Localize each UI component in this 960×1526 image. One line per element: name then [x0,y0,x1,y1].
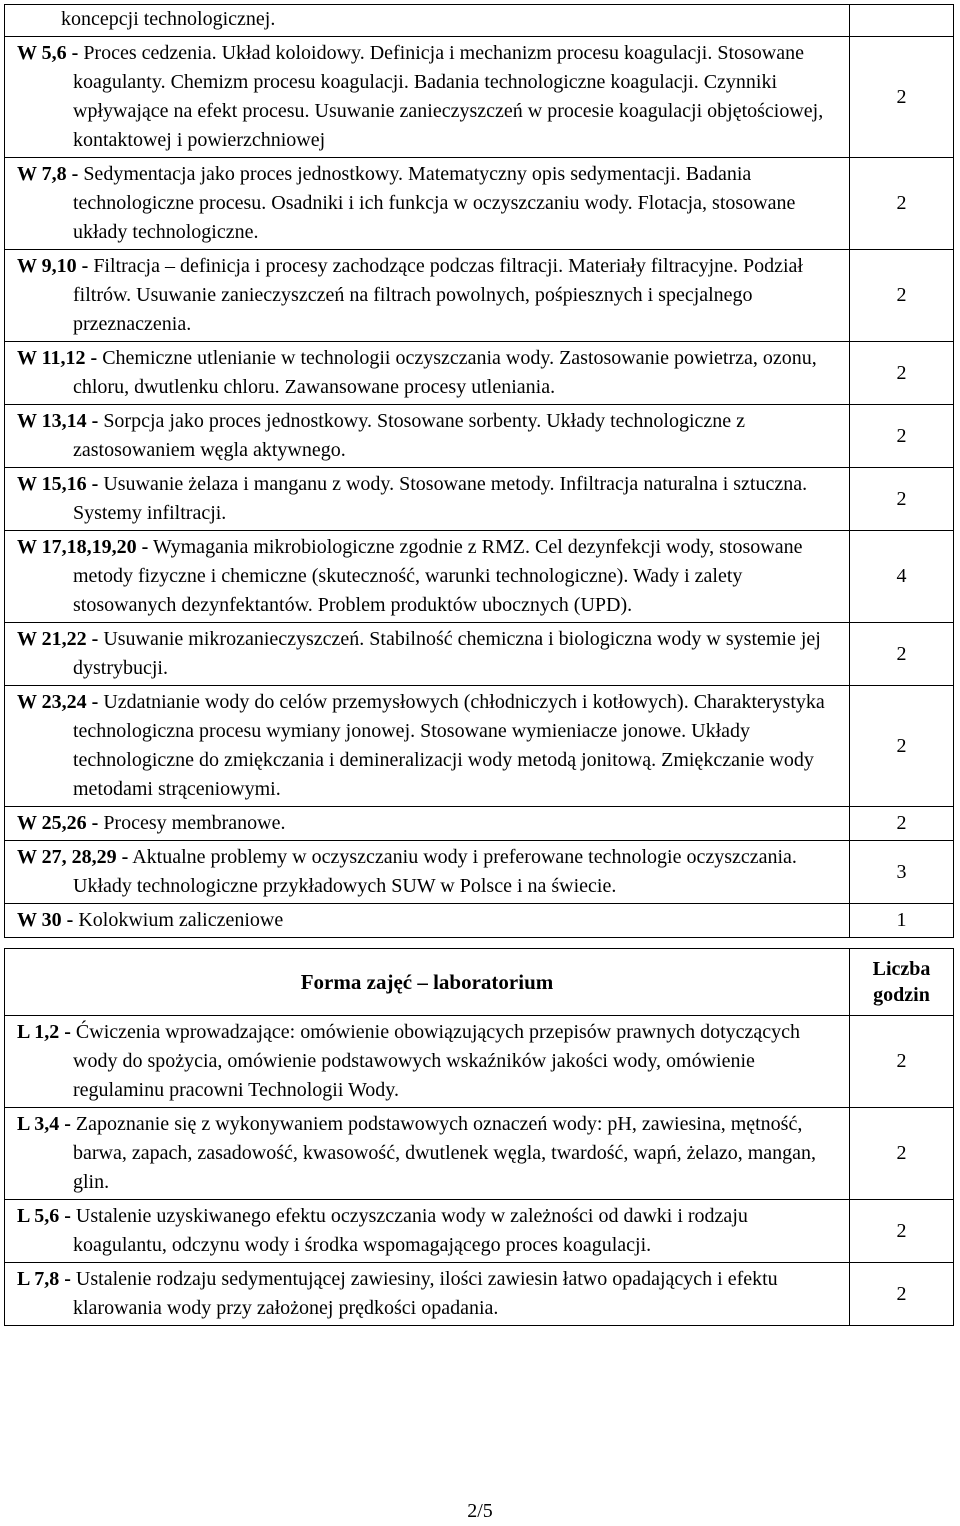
lecture-text: Procesy membranowe. [103,812,286,834]
table-row [5,841,954,904]
table-header-row [5,949,954,1016]
lecture-cell [5,904,850,938]
lecture-text: Chemiczne utlenianie w technologii oczyszczania wody. Zastosowanie powietrza, ozonu, chloru, dwutlenku chloru. Zawansowane procesy utleniania. [73,347,817,398]
lab-code: L 5,6 - [17,1205,71,1227]
lecture-cell [5,686,850,807]
hours-cell [850,5,954,37]
hours-cell: 2 [850,623,954,686]
lecture-cell [5,841,850,904]
lecture-code: W 11,12 - [17,347,98,369]
table-row [5,37,954,158]
lecture-cell [5,405,850,468]
lecture-cell [5,623,850,686]
table-gap [5,938,954,949]
lecture-code: W 7,8 - [17,163,79,185]
lecture-code: W 25,26 - [17,812,99,834]
lecture-text: Usuwanie żelaza i manganu z wody. Stosowane metody. Infiltracja naturalna i sztuczna. Systemy infiltracji. [73,473,808,524]
lab-cell [5,1016,850,1108]
lecture-text: Wymagania mikrobiologiczne zgodnie z RMZ. Cel dezynfekcji wody, stosowane metody fizyczne i chemiczne (skuteczność, warunki technologiczne). Wady i zalety stosowanych dezynfektantów. Problem produktów ubocznych (UPD). [73,536,803,616]
lecture-text: Sedymentacja jako proces jednostkowy. Matematyczny opis sedymentacji. Badania technologiczne procesu. Osadniki i ich funkcja w oczyszczaniu wody. Flotacja, stosowane układy technologiczne. [73,163,796,243]
hours-cell: 3 [850,841,954,904]
hours-cell: 2 [850,1108,954,1200]
lecture-cell [5,5,850,37]
lecture-code: W 23,24 - [17,691,99,713]
lab-code: L 3,4 - [17,1113,71,1135]
table-row [5,5,954,37]
lab-form-title: Forma zajęć – laboratorium [300,969,554,994]
hours-cell: 2 [850,1200,954,1263]
lecture-cell [5,342,850,405]
table-row [5,686,954,807]
lab-text: Ćwiczenia wprowadzające: omówienie obowiązujących przepisów prawnych dotyczących wody do spożycia, omówienie podstawowych wskaźników jakości wody, omówienie regulaminu pracowni Technologii Wody. [73,1021,801,1101]
lecture-text: Uzdatnianie wody do celów przemysłowych (chłodniczych i kotłowych). Charakterystyka technologiczna procesu wymiany jonowej. Stosowane wymieniacze jonowe. Układy technologiczne do zmiękczania i demineralizacji wody metodą jonitową. Zmiękczanie wody metodami strąceniowymi. [73,691,825,800]
table-row [5,904,954,938]
lecture-cell [5,468,850,531]
hours-cell: 2 [850,1016,954,1108]
table-row [5,342,954,405]
lecture-code: W 27, 28,29 - [17,846,129,868]
lab-cell [5,1200,850,1263]
table-row [5,1263,954,1326]
hours-cell: 2 [850,1263,954,1326]
lecture-code: W 13,14 - [17,410,99,432]
hours-cell: 2 [850,807,954,841]
lecture-code: W 5,6 - [17,42,79,64]
table-row [5,623,954,686]
lecture-cell [5,158,850,250]
lab-code: L 1,2 - [17,1021,71,1043]
lecture-code: W 21,22 - [17,628,99,650]
page-number: 2/5 [467,1500,493,1522]
lab-text: Ustalenie uzyskiwanego efektu oczyszczania wody w zależności od dawki i rodzaju koagulantu, odczynu wody i środka wspomagającego proces koagulacji. [73,1205,748,1256]
lecture-text: koncepcji technologicznej. [61,8,276,30]
table-row [5,531,954,623]
table-row [5,807,954,841]
lecture-text: Proces cedzenia. Układ koloidowy. Definicja i mechanizm procesu koagulacji. Stosowane koagulanty. Chemizm procesu koagulacji. Badania technologiczne koagulacji. Czynniki wpływające na efekt procesu. Usuwanie zanieczyszczeń w procesie koagulacji objętościowej, kontaktowej i powierzchniowej [73,42,824,151]
hours-cell: 1 [850,904,954,938]
table-row [5,1016,954,1108]
hours-header-line-2: godzin [873,984,930,1006]
lab-text: Zapoznanie się z wykonywaniem podstawowych oznaczeń wody: pH, zawiesina, mętność, barwa, zapach, zasadowość, kwasowość, dwutlenek węgla, twardość, wapń, żelazo, mangan, glin. [73,1113,817,1193]
hours-cell: 2 [850,37,954,158]
table-row [5,158,954,250]
hours-cell: 2 [850,405,954,468]
lecture-text: Sorpcja jako proces jednostkowy. Stosowane sorbenty. Układy technologiczne z zastosowaniem węgla aktywnego. [73,410,746,461]
lecture-cell [5,250,850,342]
lecture-code: W 30 - [17,909,74,931]
hours-header-line-1: Liczba [872,958,931,980]
table-row [5,405,954,468]
lecture-text: Filtracja – definicja i procesy zachodzące podczas filtracji. Materiały filtracyjne. Podział filtrów. Usuwanie zanieczyszczeń na filtrach powolnych, pośpiesznych i specjalnego przeznaczenia. [73,255,803,335]
lecture-code: W 15,16 - [17,473,99,495]
lecture-cell [5,531,850,623]
hours-cell: 4 [850,531,954,623]
table-row [5,1108,954,1200]
hours-cell: 2 [850,342,954,405]
hours-cell: 2 [850,686,954,807]
syllabus-table [4,4,954,1326]
hours-cell: 2 [850,158,954,250]
lab-cell [5,1263,850,1326]
lecture-cell [5,807,850,841]
lecture-code: W 9,10 - [17,255,89,277]
hours-cell: 2 [850,250,954,342]
lab-cell [5,1108,850,1200]
table-row [5,1200,954,1263]
lecture-text: Usuwanie mikrozanieczyszczeń. Stabilność chemiczna i biologiczna wody w systemie jej dystrybucji. [73,628,821,679]
lecture-cell [5,37,850,158]
lab-form-header [5,949,850,1016]
lecture-text: Kolokwium zaliczeniowe [78,909,284,931]
table-row [5,250,954,342]
hours-cell: 2 [850,468,954,531]
lab-text: Ustalenie rodzaju sedymentującej zawiesiny, ilości zawiesin łatwo opadających i efektu klarowania wody przy założonej prędkości opadania. [73,1268,778,1319]
lecture-code: W 17,18,19,20 - [17,536,149,558]
lecture-text: Aktualne problemy w oczyszczaniu wody i preferowane technologie oczyszczania. Układy technologiczne przykładowych SUW w Polsce i na świecie. [73,846,797,897]
table-row [5,468,954,531]
hours-header [850,949,954,1016]
lab-code: L 7,8 - [17,1268,71,1290]
